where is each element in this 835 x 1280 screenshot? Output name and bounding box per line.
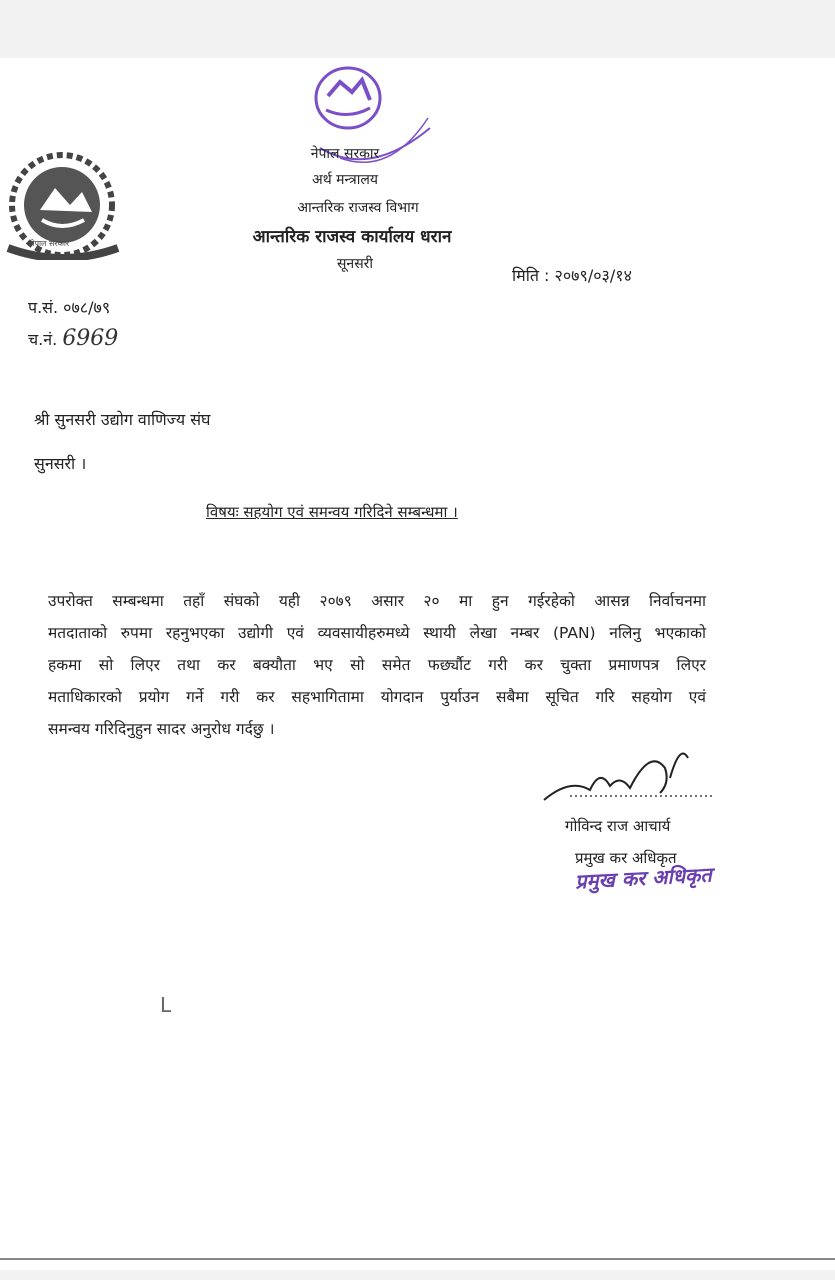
addressee-line-2: सुनसरी ।	[34, 454, 87, 473]
fiscal-year-value: ०७८/७९	[63, 298, 111, 317]
dispatch-value: 6969	[62, 326, 119, 351]
body-line-5: समन्वय गरिदिनुहुन सादर अनुरोध गर्दछु ।	[48, 720, 275, 738]
emblem-ribbon-text: नेपाल सरकार	[30, 239, 70, 248]
ministry-name: अर्थ मन्त्रालय	[312, 172, 378, 188]
date-label: मिति :	[512, 266, 550, 285]
body-line-1: उपरोक्त सम्बन्धमा तहाँ संघको यही २०७९ असार २० मा हुन गईरहेको आसन्न निर्वाचनमा	[48, 592, 706, 610]
subject: विषयः सहयोग एवं समन्वय गरिदिने सम्बन्धमा ।	[206, 503, 458, 521]
office-stamp	[300, 58, 440, 188]
govt-name: नेपाल सरकार	[310, 146, 380, 162]
margin-mark: L	[160, 993, 172, 1017]
fiscal-year	[28, 296, 110, 318]
body-line-2: मतदाताको रुपमा रहनुभएका उद्योगी एवं व्यवसायीहरुमध्ये स्थायी लेखा नम्बर (PAN) नलिनु भएकाको	[48, 624, 706, 642]
handwritten-signature	[540, 738, 720, 808]
body-line-3: हकमा सो लिएर तथा कर बक्यौता भए सो समेत फर्छ्यौट गरी कर चुक्ता प्रमाणपत्र लिएर	[48, 656, 706, 674]
page-bottom-edge	[0, 1258, 835, 1260]
date	[512, 264, 632, 286]
dispatch-number	[28, 326, 118, 351]
body-line-4: मताधिकारको प्रयोग गर्ने गरी कर सहभागितामा योगदान पुर्याउन सबैमा सूचित गरि सहयोग एवं	[48, 688, 706, 706]
dispatch-label: च.नं.	[28, 330, 58, 349]
document-page	[0, 58, 835, 1270]
district-name: सूनसरी	[336, 256, 374, 272]
fiscal-year-label: प.सं.	[28, 298, 59, 317]
designation-stamp: प्रमुख कर अधिकृत	[574, 862, 713, 894]
office-name: आन्तरिक राजस्व कार्यालय धरान	[252, 227, 452, 247]
department-name: आन्तरिक राजस्व विभाग	[297, 200, 419, 216]
addressee-line-1: श्री सुनसरी उद्योग वाणिज्य संघ	[34, 410, 211, 429]
signatory-title: प्रमुख कर अधिकृत	[575, 849, 677, 867]
signatory-name: गोविन्द राज आचार्य	[565, 817, 671, 835]
date-value: २०७९/०३/१४	[554, 266, 632, 285]
